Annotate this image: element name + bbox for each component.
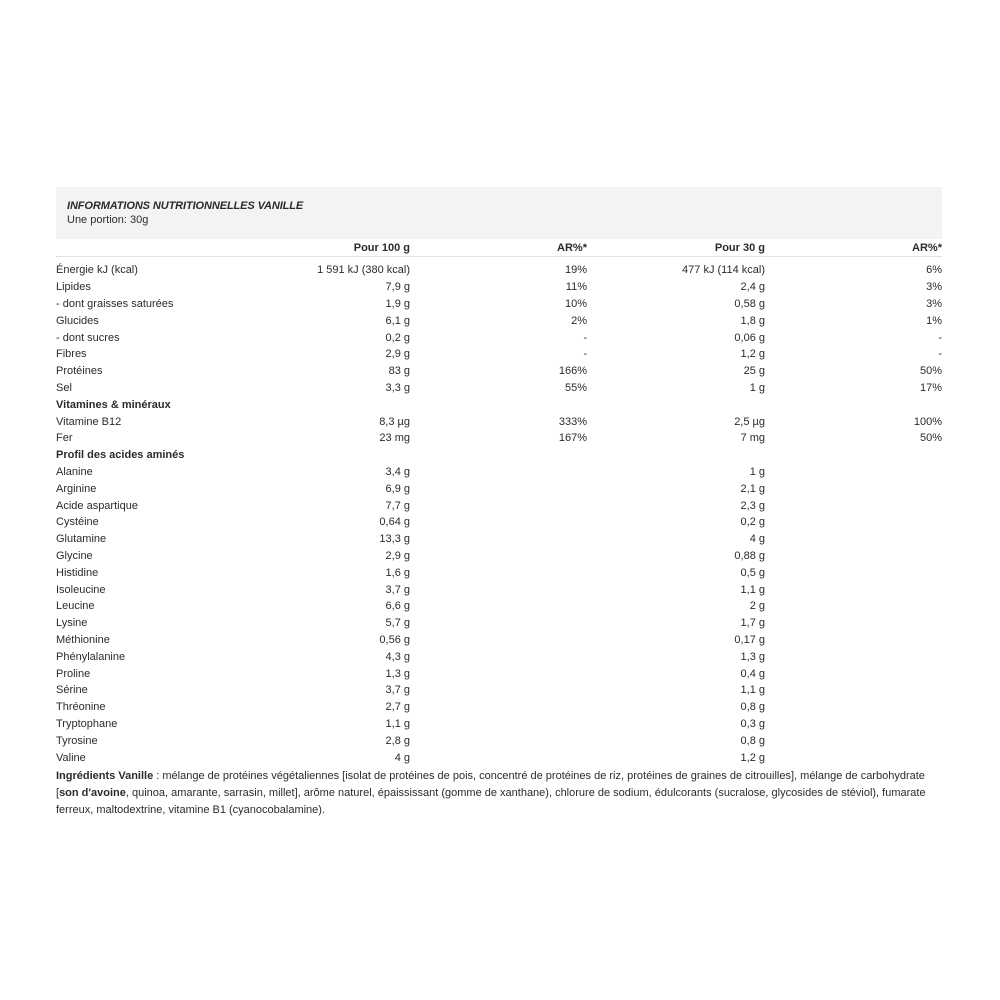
table-row (56, 665, 942, 682)
ingredients-label: Ingrédients Vanille (56, 769, 154, 782)
table-row (56, 380, 942, 397)
table-row (56, 648, 942, 665)
ar-percent-30g (765, 548, 942, 565)
table-row (56, 296, 942, 313)
value-per-100g: 6,6 g (385, 600, 410, 613)
value-per-100g: 2,7 g (385, 701, 410, 714)
value-per-100g: 83 g (388, 365, 410, 378)
nutrient-name: Glycine (56, 549, 93, 562)
table-row (56, 531, 942, 548)
value-per-100g: 6,9 g (385, 482, 410, 495)
nutrient-name: - dont graisses saturées (56, 297, 174, 310)
ar-percent-100g (410, 598, 587, 615)
nutrition-header (56, 187, 942, 239)
nutrient-name: Valine (56, 751, 86, 764)
ar-percent-30g: 17% (919, 381, 942, 394)
column-header-nutrient (56, 239, 240, 257)
value-per-100g: 5,7 g (385, 617, 410, 630)
ar-percent-100g: - (583, 331, 587, 344)
ar-percent-30g: 100% (913, 415, 942, 428)
table-header (56, 239, 942, 257)
ar-percent-100g (410, 548, 587, 565)
ar-percent-30g (765, 531, 942, 548)
value-per-30g: 1,8 g (740, 314, 765, 327)
ar-percent-100g (410, 732, 587, 749)
value-per-30g: 1,3 g (740, 650, 765, 663)
table-row (56, 363, 942, 380)
value-per-100g: 3,7 g (385, 583, 410, 596)
ar-percent-30g: 50% (919, 365, 942, 378)
value-per-100g: 1,9 g (385, 297, 410, 310)
value-per-100g: 23 mg (379, 432, 410, 445)
nutrient-name: Protéines (56, 365, 103, 378)
nutrient-name: Phénylalanine (56, 650, 126, 663)
value-per-30g: 2 g (749, 600, 765, 613)
table-row (56, 312, 942, 329)
ar-percent-100g (410, 514, 587, 531)
value-per-100g: 4,3 g (385, 650, 410, 663)
table-row (56, 564, 942, 581)
nutrient-name: Lysine (56, 617, 88, 630)
ar-percent-100g: 2% (571, 314, 587, 327)
value-per-100g: 3,3 g (385, 381, 410, 394)
ar-percent-100g (410, 665, 587, 682)
value-per-30g: 1,7 g (740, 617, 765, 630)
value-per-30g: 0,88 g (734, 549, 765, 562)
section-header-row (56, 396, 942, 413)
value-per-30g: 1,2 g (740, 348, 765, 361)
table-row (56, 464, 942, 481)
ar-percent-100g (410, 716, 587, 733)
column-header-per-30g: Pour 30 g (587, 239, 765, 257)
ar-percent-100g (410, 581, 587, 598)
value-per-100g: 4 g (394, 751, 410, 764)
nutrient-name: Isoleucine (56, 583, 106, 596)
serving-size: Une portion: 30g (67, 214, 149, 226)
value-per-30g: 1 g (749, 465, 765, 478)
value-per-100g: 7,7 g (385, 499, 410, 512)
value-per-30g: 0,3 g (740, 717, 765, 730)
value-per-30g: 0,4 g (740, 667, 765, 680)
ar-percent-100g: 55% (564, 381, 587, 394)
table-row (56, 598, 942, 615)
ar-percent-30g: - (938, 348, 942, 361)
ar-percent-100g (410, 648, 587, 665)
ar-percent-100g (410, 480, 587, 497)
ar-percent-30g: - (938, 331, 942, 344)
table-row (56, 682, 942, 699)
nutrient-name: Sel (56, 381, 72, 394)
ar-percent-30g (765, 665, 942, 682)
value-per-30g: 0,2 g (740, 516, 765, 529)
nutrient-name: Thréonine (56, 701, 106, 714)
ingredients-highlight: son d'avoine (59, 786, 126, 799)
ar-percent-100g: 19% (564, 264, 587, 277)
nutrient-name: Fibres (56, 348, 87, 361)
ar-percent-100g: 167% (558, 432, 587, 445)
nutrient-name: Lipides (56, 281, 91, 294)
ar-percent-100g (410, 699, 587, 716)
ar-percent-30g (765, 464, 942, 481)
value-per-30g: 0,5 g (740, 566, 765, 579)
ar-percent-100g (410, 632, 587, 649)
table-row (56, 329, 942, 346)
value-per-100g: 3,4 g (385, 465, 410, 478)
value-per-100g: 8,3 µg (379, 415, 410, 428)
value-per-30g: 0,58 g (734, 297, 765, 310)
nutrition-title: INFORMATIONS NUTRITIONNELLES VANILLE (67, 200, 304, 212)
ar-percent-30g: 50% (919, 432, 942, 445)
value-per-100g: 0,2 g (385, 331, 410, 344)
column-header-ar-100g: AR%* (410, 239, 587, 257)
ar-percent-30g (765, 615, 942, 632)
ar-percent-30g: 3% (926, 297, 942, 310)
table-row (56, 497, 942, 514)
ar-percent-100g: 166% (558, 365, 587, 378)
table-row (56, 514, 942, 531)
value-per-100g: 2,9 g (385, 549, 410, 562)
table-row (56, 413, 942, 430)
ar-percent-30g: 3% (926, 281, 942, 294)
ar-percent-100g (410, 564, 587, 581)
ar-percent-30g (765, 581, 942, 598)
section-header-row (56, 447, 942, 464)
ar-percent-30g (765, 514, 942, 531)
nutrient-name: Leucine (56, 600, 95, 613)
value-per-100g: 13,3 g (379, 533, 410, 546)
table-row (56, 548, 942, 565)
ingredients-text (56, 768, 942, 819)
ar-percent-30g (765, 699, 942, 716)
ar-percent-30g (765, 497, 942, 514)
value-per-100g: 1,3 g (385, 667, 410, 680)
ar-percent-100g: - (583, 348, 587, 361)
ar-percent-30g (765, 598, 942, 615)
nutrient-name: Énergie kJ (kcal) (56, 264, 138, 277)
ar-percent-100g (410, 497, 587, 514)
table-row (56, 581, 942, 598)
value-per-30g: 1 g (749, 381, 765, 394)
value-per-30g: 2,5 µg (734, 415, 765, 428)
value-per-30g: 0,17 g (734, 633, 765, 646)
table-row (56, 716, 942, 733)
nutrient-name: Alanine (56, 465, 93, 478)
nutrient-name: Tyrosine (56, 734, 98, 747)
section-title: Vitamines & minéraux (56, 398, 171, 411)
table-row (56, 699, 942, 716)
nutrient-name: Cystéine (56, 516, 99, 529)
nutrient-name: - dont sucres (56, 331, 120, 344)
ar-percent-100g: 11% (565, 281, 587, 294)
table-row (56, 480, 942, 497)
ar-percent-30g (765, 648, 942, 665)
value-per-30g: 477 kJ (114 kcal) (682, 264, 765, 277)
value-per-30g: 1,1 g (740, 583, 765, 596)
value-per-30g: 7 mg (740, 432, 765, 445)
table-row (56, 732, 942, 749)
value-per-100g: 7,9 g (385, 281, 410, 294)
section-title: Profil des acides aminés (56, 449, 185, 462)
ar-percent-100g (410, 531, 587, 548)
ar-percent-30g (765, 682, 942, 699)
nutrition-table (56, 239, 942, 766)
nutrient-name: Histidine (56, 566, 99, 579)
table-row (56, 615, 942, 632)
nutrient-name: Sérine (56, 684, 88, 697)
nutrient-name: Acide aspartique (56, 499, 138, 512)
nutrient-name: Glucides (56, 314, 99, 327)
value-per-100g: 1,6 g (385, 566, 410, 579)
table-row (56, 346, 942, 363)
value-per-30g: 2,1 g (740, 482, 765, 495)
ar-percent-30g (765, 632, 942, 649)
value-per-30g: 4 g (749, 533, 765, 546)
ar-percent-30g (765, 716, 942, 733)
table-row (56, 279, 942, 296)
nutrition-panel (56, 187, 942, 819)
value-per-30g: 0,8 g (740, 701, 765, 714)
column-header-per-100g: Pour 100 g (240, 239, 410, 257)
value-per-100g: 2,8 g (385, 734, 410, 747)
nutrient-name: Tryptophane (56, 717, 118, 730)
ar-percent-30g (765, 749, 942, 766)
value-per-100g: 0,64 g (379, 516, 410, 529)
ar-percent-100g: 10% (564, 297, 587, 310)
value-per-100g: 3,7 g (385, 684, 410, 697)
nutrient-name: Proline (56, 667, 91, 680)
ar-percent-100g (410, 682, 587, 699)
value-per-30g: 2,3 g (740, 499, 765, 512)
value-per-100g: 1 591 kJ (380 kcal) (317, 264, 410, 277)
ar-percent-100g (410, 464, 587, 481)
value-per-30g: 25 g (743, 365, 765, 378)
ar-percent-30g (765, 732, 942, 749)
nutrient-name: Arginine (56, 482, 97, 495)
column-header-ar-30g: AR%* (765, 239, 942, 257)
ar-percent-30g (765, 480, 942, 497)
value-per-30g: 1,1 g (740, 684, 765, 697)
table-row (56, 430, 942, 447)
table-row (56, 749, 942, 766)
nutrient-name: Vitamine B12 (56, 415, 122, 428)
ingredients-text-after: , quinoa, amarante, sarrasin, millet], arôme naturel, épaississant (gomme de xanthane), chlorure de sodium, édulcorants (sucralose, glycosides de stéviol), fumarate ferreux, maltodextrine, vitamine B1 (cyanocobalamine). (56, 786, 926, 816)
value-per-30g: 0,06 g (734, 331, 765, 344)
ar-percent-30g: 1% (926, 314, 942, 327)
value-per-30g: 2,4 g (740, 281, 765, 294)
ar-percent-30g (765, 564, 942, 581)
table-row (56, 257, 942, 279)
value-per-100g: 2,9 g (385, 348, 410, 361)
nutrient-name: Fer (56, 432, 73, 445)
value-per-100g: 0,56 g (379, 633, 410, 646)
value-per-100g: 1,1 g (385, 717, 410, 730)
table-row (56, 632, 942, 649)
ar-percent-30g: 6% (926, 264, 942, 277)
ar-percent-100g (410, 615, 587, 632)
ar-percent-100g (410, 749, 587, 766)
value-per-30g: 1,2 g (740, 751, 765, 764)
value-per-30g: 0,8 g (740, 734, 765, 747)
table-body (56, 257, 942, 766)
ingredients-text-before: : mélange de protéines végétaliennes [isolat de protéines de pois, concentré de protéines de riz, protéines de graines de citrouilles], mélange de carbohydrate [ (56, 769, 925, 799)
value-per-100g: 6,1 g (385, 314, 410, 327)
ar-percent-100g: 333% (558, 415, 587, 428)
nutrient-name: Glutamine (56, 533, 107, 546)
nutrient-name: Méthionine (56, 633, 110, 646)
